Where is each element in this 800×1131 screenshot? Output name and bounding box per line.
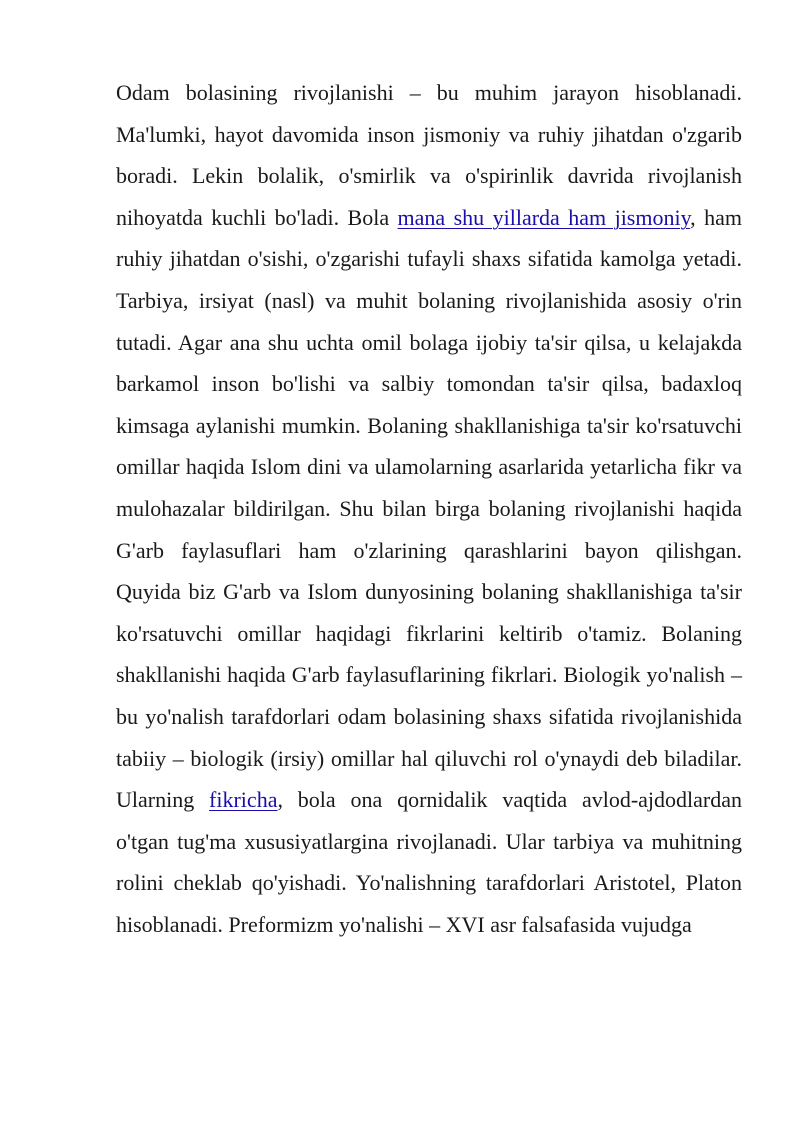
link-fikricha[interactable]: fikricha: [209, 787, 278, 813]
paragraph-text-3: , bola ona qornidalik vaqtida avlod-ajdodlardan o'tgan tug'ma xususiyatlargina rivojlanadi. Ular tarbiya va muhitning rolini cheklab qo'yishadi. Yo'nalishning tarafdorlari Aristotel, Platon hisoblanadi. Preformizm yo'nalishi – XVI asr falsafasida vujudga: [116, 787, 743, 937]
paragraph-text-1: Odam bolasining rivojlanishi – bu muhim jarayon hisoblanadi. Ma'lumki, hayot davomida inson jismoniy va ruhiy jihatdan o'zgarib boradi. Lekin bolalik, o'smirlik va o'spirinlik davrida rivojlanish nihoyatda kuchli bo'ladi. Bola: [116, 80, 742, 230]
paragraph-text-2: , ham ruhiy jihatdan o'sishi, o'zgarishi tufayli shaxs sifatida kamolga yetadi. Tarbiya, irsiyat (nasl) va muhit bolaning rivojlanishida asosiy o'rin tutadi. Agar ana shu uchta omil bolaga ijobiy ta'sir qilsa, u kelajakda barkamol inson bo'lishi va salbiy tomondan ta'sir qilsa, badaxloq kimsaga aylanishi mumkin. Bolaning shakllanishiga ta'sir ko'rsatuvchi omillar haqida Islom dini va ulamolarning asarlarida yetarlicha fikr va mulohazalar bildirilgan. Shu bilan birga bolaning rivojlanishi haqida G'arb faylasuflari ham o'zlarining qarashlarini bayon qilishgan. Quyida biz G'arb va Islom dunyosining bolaning shakllanishiga ta'sir ko'rsatuvchi omillar haqidagi fikrlarini keltirib o'tamiz. Bolaning shakllanishi haqida G'arb faylasuflarining fikrlari. Biologik yo'nalish – bu yo'nalish tarafdorlari odam bolasining shaxs sifatida rivojlanishida tabiiy – biologik (irsiy) omillar hal qiluvchi rol o'ynaydi deb biladilar. Ularning: [116, 204, 742, 813]
link-mana-shu-yillarda[interactable]: mana shu yillarda ham jismoniy: [397, 204, 691, 230]
body-paragraph: [116, 72, 742, 945]
